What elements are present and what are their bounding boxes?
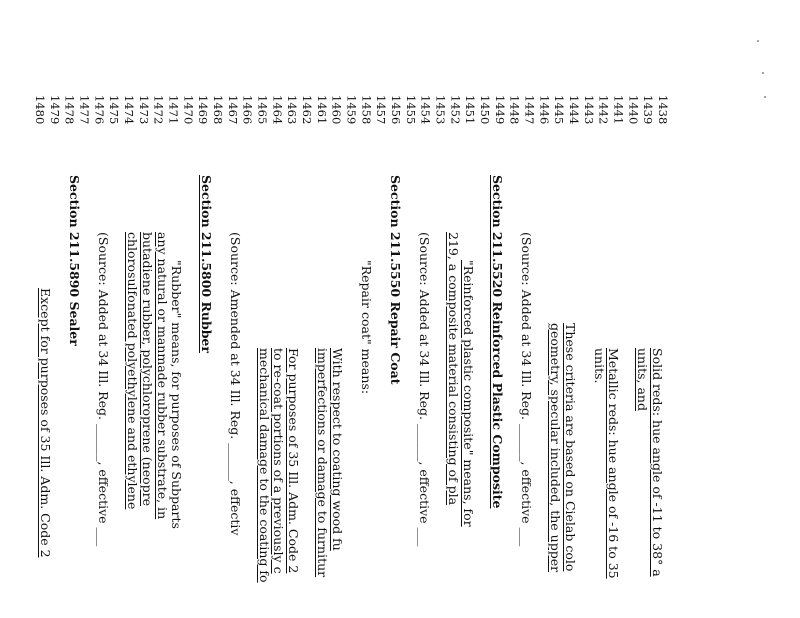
line-number: 1471 — [166, 95, 181, 125]
text-line: any natural or manmade rubber substrate, in — [155, 232, 170, 520]
section-heading: Section 211.5520 Reinforced Plastic Composite — [490, 175, 505, 509]
text-line: butadiene rubber, polychloroprene (neopre — [140, 232, 155, 507]
line-number: 1456 — [389, 95, 403, 125]
line-number: 1450 — [478, 95, 492, 125]
text-line: to re-coat portions of a previously c — [271, 348, 286, 574]
text-line: geometry, specular included, the upper — [548, 323, 563, 573]
line-number: 1475 — [107, 95, 122, 125]
line-number: 1449 — [492, 95, 507, 125]
text-line: Metallic reds: hue angle of -16 to 35 — [606, 348, 621, 579]
line-number: 1452 — [448, 95, 463, 125]
line-number: 1479 — [47, 95, 62, 125]
line-number: 1477 — [77, 95, 92, 125]
text-line: imperfections or damage to furnitur — [315, 348, 330, 578]
text-line: With respect to coating wood fu — [330, 348, 345, 551]
line-number: 1467 — [225, 95, 240, 125]
text-line: Solid reds: hue angle of -11 to 38° a — [650, 348, 665, 577]
line-number: 1476 — [92, 95, 107, 125]
line-number: 1446 — [537, 95, 552, 125]
line-number: 1454 — [418, 95, 433, 125]
line-number: 1451 — [463, 95, 478, 125]
scan-speck — [757, 40, 759, 42]
line-number: 1462 — [300, 95, 314, 125]
line-number: 1458 — [359, 95, 374, 125]
line-number: 1459 — [344, 95, 359, 125]
section-heading: Section 211.5550 Repair Coat — [388, 175, 403, 385]
line-number: 1447 — [522, 95, 537, 125]
source-note: (Source: Added at 34 Ill. Reg. ______, effective ___ — [519, 232, 534, 547]
source-note: (Source: Added at 34 Ill. Reg. ______, effective ___ — [417, 232, 432, 547]
text-line: units, and — [635, 348, 650, 411]
line-number: 1445 — [552, 95, 567, 125]
line-number: 1470 — [181, 95, 196, 125]
line-number: 1464 — [270, 95, 285, 125]
line-number: 1480 — [33, 95, 47, 125]
section-heading: Section 211.5800 Rubber — [199, 175, 214, 353]
text-line: "Reinforced plastic composite" means, for — [461, 260, 476, 527]
line-number: 1473 — [136, 95, 151, 125]
line-number: 1469 — [196, 95, 211, 125]
line-number: 1455 — [403, 95, 418, 125]
line-number: 1472 — [151, 95, 166, 125]
line-number: 1457 — [374, 95, 389, 125]
text-line: These criteria are based on Cielab colo — [563, 323, 578, 572]
text-line: "Repair coat" means: — [359, 260, 374, 395]
scan-speck — [764, 96, 766, 98]
source-note: (Source: Amended at 34 Ill. Reg. ______, effectiv — [228, 232, 243, 536]
line-number: 1465 — [255, 95, 270, 125]
line-number: 1444 — [567, 95, 581, 125]
text-line: units. — [592, 348, 607, 384]
text-line: "Rubber" means, for purposes of Subparts — [169, 260, 184, 529]
text-line: Except for purposes of 35 Ill. Adm. Code 2 — [38, 288, 53, 558]
line-number: 1461 — [314, 95, 329, 125]
line-number: 1439 — [641, 95, 656, 125]
line-number: 1441 — [611, 95, 626, 125]
scan-speck — [762, 72, 764, 74]
text-line: For purposes of 35 Ill. Adm. Code 2 — [286, 348, 301, 574]
line-number: 1466 — [240, 95, 255, 125]
line-number: 1474 — [122, 95, 136, 125]
text-line: 219, a composite material consisting of pla — [446, 232, 461, 506]
source-note: (Source: Added at 34 Ill. Reg. ______, effective ___ — [96, 232, 111, 547]
line-number: 1443 — [581, 95, 596, 125]
line-number: 1440 — [626, 95, 641, 125]
text-line: mechanical damage to the coating fo — [257, 348, 272, 583]
line-number: 1448 — [507, 95, 522, 125]
line-number: 1460 — [329, 95, 344, 125]
line-number: 1438 — [656, 95, 670, 125]
line-number: 1478 — [62, 95, 77, 125]
line-number: 1442 — [596, 95, 611, 125]
line-number: 1468 — [211, 95, 225, 125]
section-heading: Section 211.5890 Sealer — [67, 175, 82, 346]
text-line: chlorosulfonated polyethylene and ethylene — [125, 232, 140, 510]
line-number: 1463 — [285, 95, 300, 125]
line-number: 1453 — [433, 95, 448, 125]
